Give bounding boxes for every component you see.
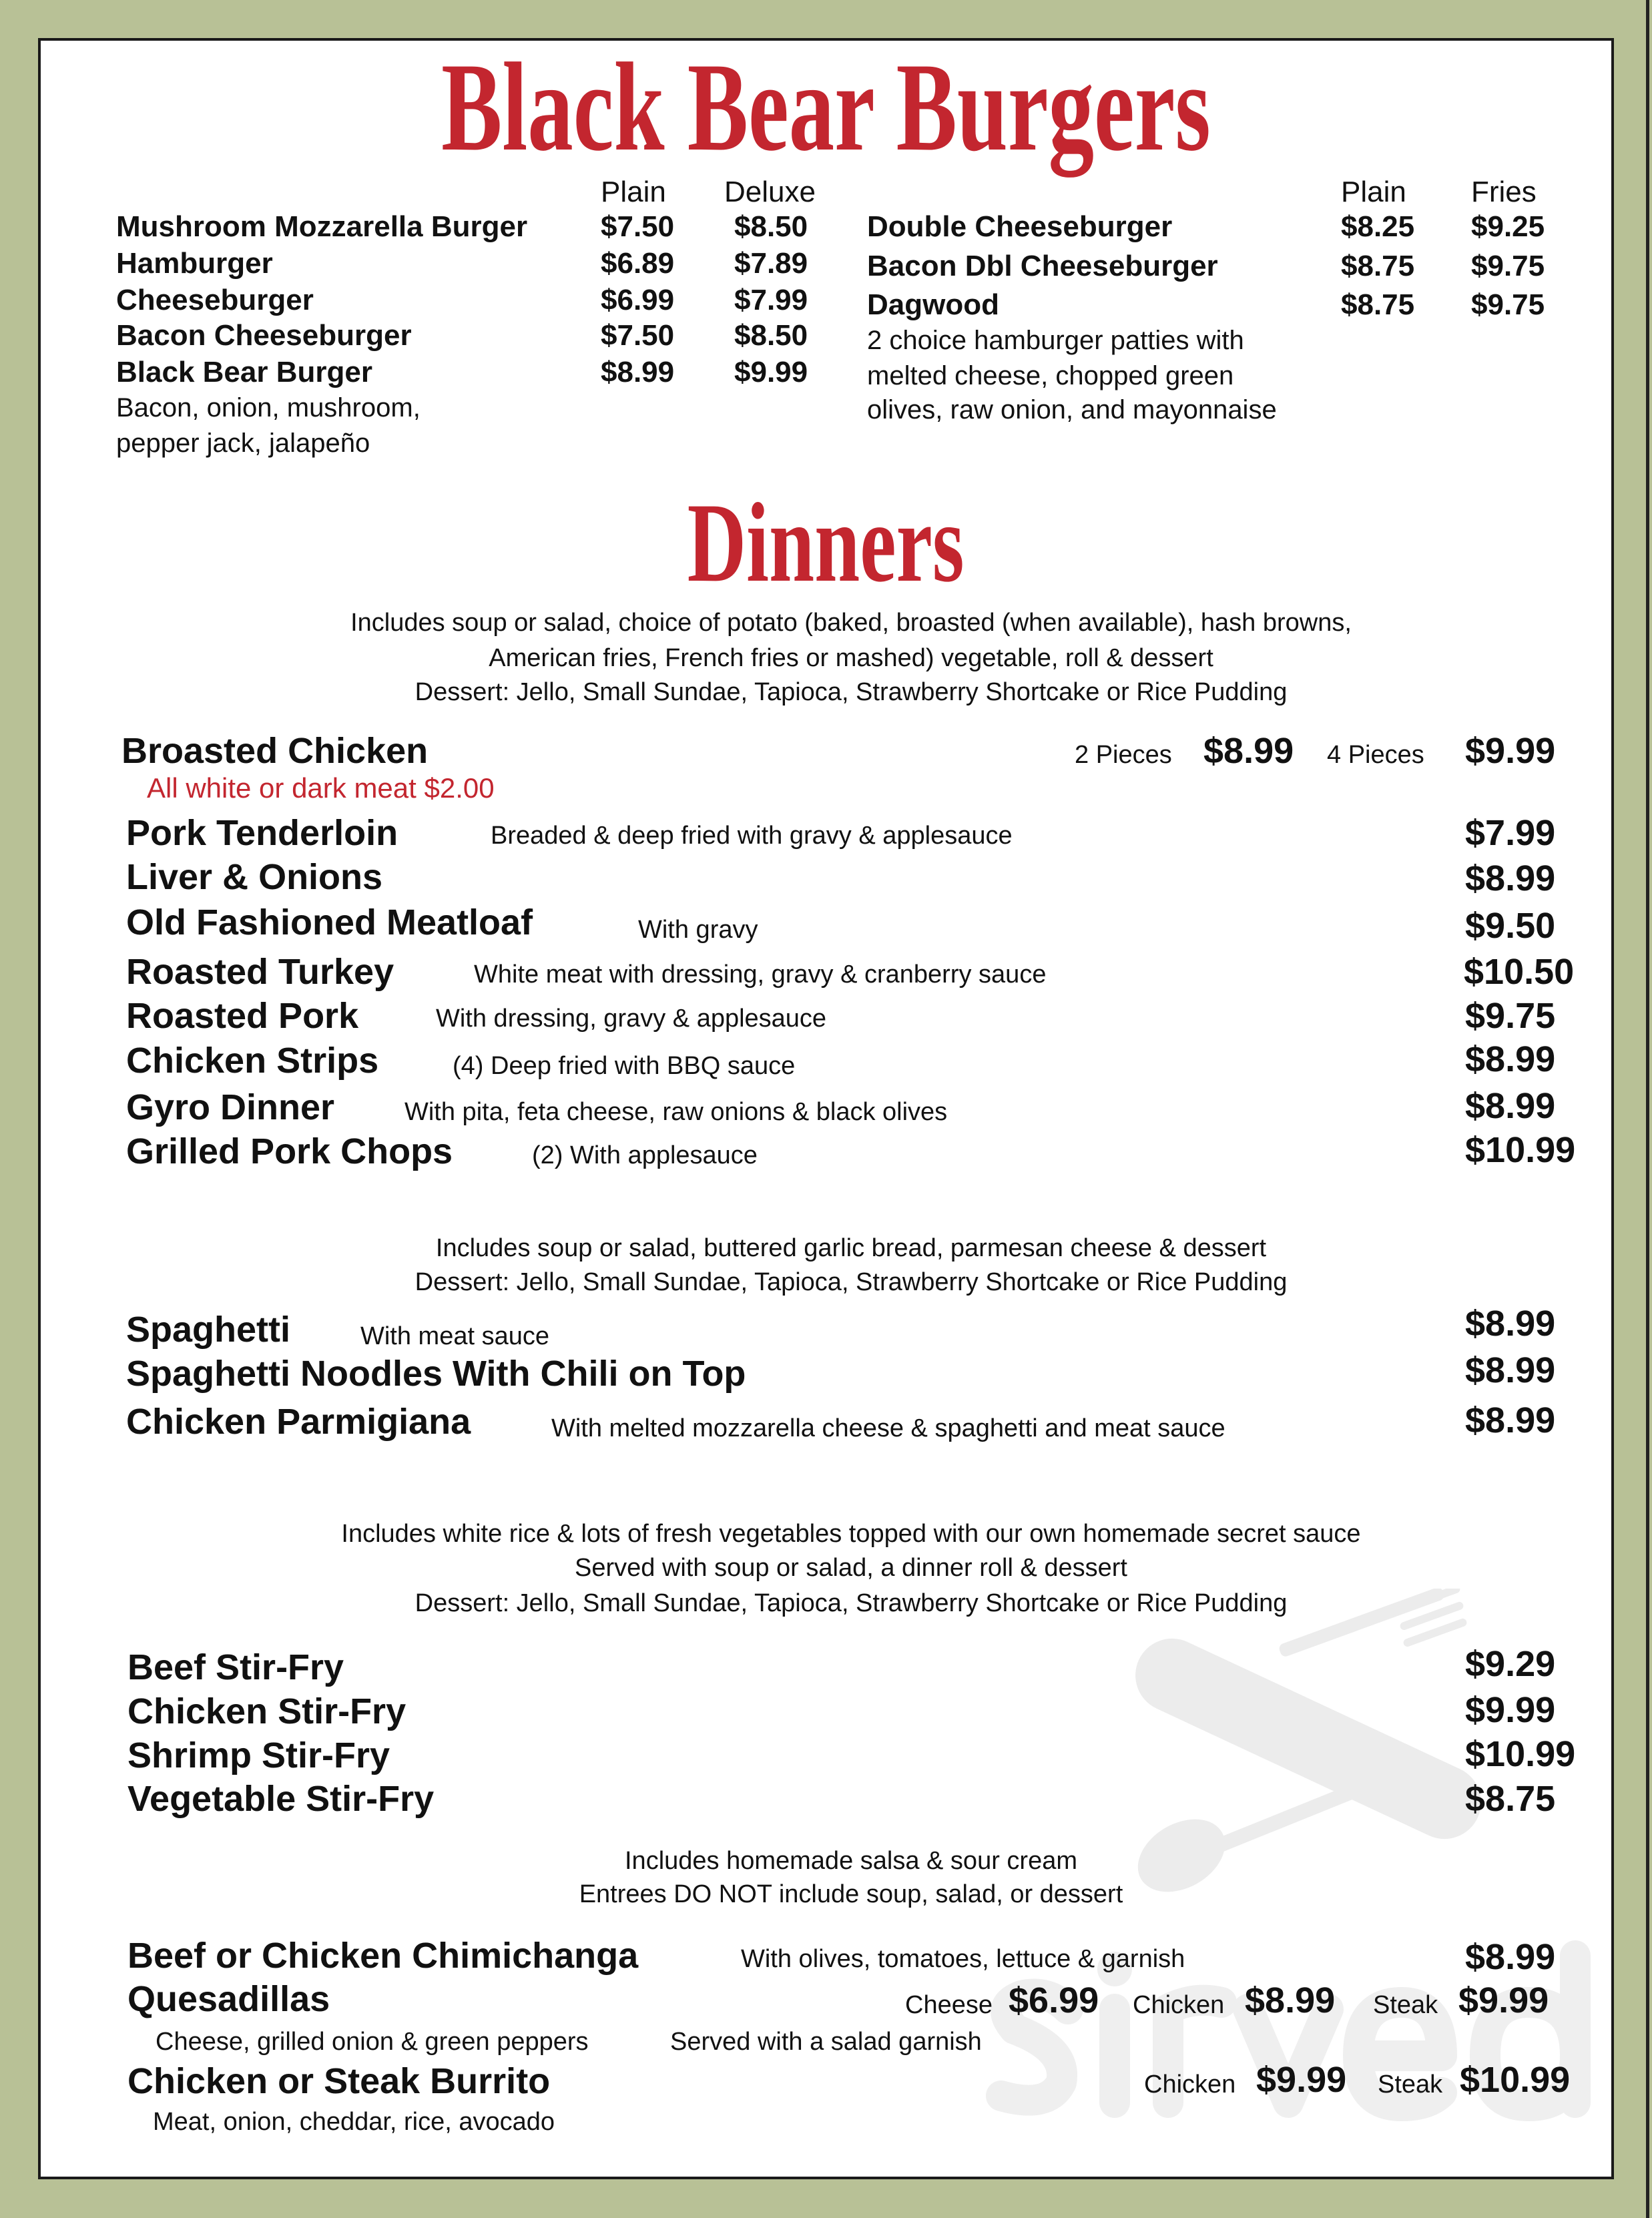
mexican-intro: Entrees DO NOT include soup, salad, or dessert: [579, 1880, 1123, 1908]
option-price: $8.99: [1203, 731, 1294, 771]
item-note: All white or dark meat $2.00: [147, 772, 495, 804]
item-description: Served with a salad garnish: [670, 2028, 982, 2056]
price-deluxe: $7.99: [734, 284, 808, 316]
header-deluxe: Deluxe: [724, 176, 816, 208]
item-description: With melted mozzarella cheese & spaghetti and meat sauce: [551, 1414, 1225, 1442]
dinners-intro: Dessert: Jello, Small Sundae, Tapioca, Strawberry Shortcake or Rice Pudding: [415, 678, 1288, 706]
option-label: Chicken: [1133, 1991, 1225, 2019]
dinners-title: Dinners: [687, 480, 965, 605]
price-plain: $7.50: [601, 210, 675, 243]
item-name: Vegetable Stir-Fry: [127, 1779, 435, 1819]
price-fries: $9.75: [1471, 250, 1545, 282]
item-description: Cheese, grilled onion & green peppers: [156, 2028, 589, 2056]
option-label: Steak: [1378, 2070, 1443, 2099]
item-price: $7.99: [1465, 813, 1556, 853]
item-name: Bacon Cheeseburger: [116, 319, 412, 352]
item-description: (4) Deep fried with BBQ sauce: [453, 1052, 796, 1080]
pasta-intro: Dessert: Jello, Small Sundae, Tapioca, Strawberry Shortcake or Rice Pudding: [415, 1268, 1288, 1296]
item-name: Hamburger: [116, 247, 273, 280]
option-price: $8.99: [1245, 1980, 1336, 2020]
item-description: With dressing, gravy & applesauce: [436, 1005, 827, 1033]
item-description: pepper jack, jalapeño: [116, 429, 370, 458]
price-deluxe: $8.50: [734, 210, 808, 243]
header-plain: Plain: [601, 176, 666, 208]
item-name: Spaghetti: [126, 1310, 291, 1350]
price-plain: $7.50: [601, 319, 675, 352]
option-label: 2 Pieces: [1075, 741, 1172, 769]
item-description: olives, raw onion, and mayonnaise: [867, 395, 1277, 425]
item-name: Old Fashioned Meatloaf: [126, 902, 533, 942]
item-price: $10.50: [1464, 952, 1575, 992]
item-name: Quesadillas: [127, 1979, 330, 2019]
item-description: Bacon, onion, mushroom,: [116, 393, 421, 423]
price-plain: $8.75: [1341, 288, 1415, 321]
item-name: Bacon Dbl Cheeseburger: [867, 250, 1218, 282]
item-name: Cheeseburger: [116, 284, 314, 316]
item-price: $9.29: [1465, 1644, 1556, 1684]
price-plain: $8.25: [1341, 210, 1415, 243]
item-name: Double Cheeseburger: [867, 210, 1173, 243]
dinners-intro: American fries, French fries or mashed) vegetable, roll & dessert: [489, 644, 1213, 672]
item-price: $9.50: [1465, 906, 1556, 946]
item-price: $9.75: [1465, 996, 1556, 1036]
item-name: Roasted Turkey: [126, 952, 394, 992]
stirfry-intro: Includes white rice & lots of fresh vegetables topped with our own homemade secret sauce: [341, 1520, 1361, 1548]
item-name: Chicken or Steak Burrito: [127, 2061, 551, 2101]
item-price: $8.99: [1465, 1086, 1556, 1126]
item-name: Grilled Pork Chops: [126, 1131, 453, 1171]
item-name: Chicken Stir-Fry: [127, 1691, 406, 1731]
item-description: With olives, tomatoes, lettuce & garnish: [741, 1945, 1185, 1973]
price-deluxe: $8.50: [734, 319, 808, 352]
item-description: With pita, feta cheese, raw onions & black olives: [404, 1098, 948, 1126]
price-deluxe: $7.89: [734, 247, 808, 280]
item-name: Shrimp Stir-Fry: [127, 1735, 390, 1775]
price-fries: $9.25: [1471, 210, 1545, 243]
item-name: Liver & Onions: [126, 857, 383, 897]
price-deluxe: $9.99: [734, 356, 808, 388]
item-description: Meat, onion, cheddar, rice, avocado: [153, 2108, 555, 2136]
item-name: Beef Stir-Fry: [127, 1647, 344, 1687]
item-price: $8.99: [1465, 1350, 1556, 1390]
header-plain-right: Plain: [1341, 176, 1406, 208]
header-fries: Fries: [1471, 176, 1537, 208]
option-price: $9.99: [1465, 731, 1556, 771]
item-description: (2) With applesauce: [532, 1141, 758, 1169]
item-name: Chicken Strips: [126, 1041, 379, 1081]
item-name: Black Bear Burger: [116, 356, 372, 388]
item-description: White meat with dressing, gravy & cranberry sauce: [474, 960, 1047, 989]
item-name: Beef or Chicken Chimichanga: [127, 1936, 639, 1976]
option-label: 4 Pieces: [1327, 741, 1424, 769]
item-price: $8.99: [1465, 1937, 1556, 1977]
option-price: $9.99: [1256, 2060, 1347, 2100]
stirfry-intro: Served with soup or salad, a dinner roll & dessert: [575, 1554, 1127, 1582]
item-name: Pork Tenderloin: [126, 813, 398, 853]
price-plain: $8.75: [1341, 250, 1415, 282]
item-description: 2 choice hamburger patties with: [867, 326, 1244, 355]
item-price: $8.99: [1465, 1400, 1556, 1440]
option-label: Steak: [1373, 1991, 1438, 2019]
item-name: Chicken Parmigiana: [126, 1402, 471, 1442]
option-price: $9.99: [1458, 1980, 1549, 2020]
item-description: Breaded & deep fried with gravy & applesauce: [491, 822, 1013, 850]
option-label: Chicken: [1144, 2070, 1236, 2099]
option-label: Cheese: [905, 1991, 993, 2019]
stirfry-intro: Dessert: Jello, Small Sundae, Tapioca, Strawberry Shortcake or Rice Pudding: [415, 1589, 1288, 1617]
price-plain: $8.99: [601, 356, 675, 388]
item-description: With gravy: [638, 916, 758, 944]
item-name: Spaghetti Noodles With Chili on Top: [126, 1354, 746, 1394]
item-name: Broasted Chicken: [121, 731, 429, 771]
pasta-intro: Includes soup or salad, buttered garlic bread, parmesan cheese & dessert: [435, 1234, 1267, 1262]
item-price: $10.99: [1465, 1734, 1576, 1774]
mexican-intro: Includes homemade salsa & sour cream: [625, 1847, 1077, 1875]
item-price: $10.99: [1465, 1130, 1576, 1170]
item-name: Dagwood: [867, 288, 999, 321]
item-name: Mushroom Mozzarella Burger: [116, 210, 528, 243]
price-plain: $6.89: [601, 247, 675, 280]
option-price: $6.99: [1009, 1980, 1099, 2020]
dinners-intro: Includes soup or salad, choice of potato (baked, broasted (when available), hash browns,: [350, 609, 1352, 637]
price-fries: $9.75: [1471, 288, 1545, 321]
item-price: $8.75: [1465, 1779, 1556, 1819]
item-price: $8.99: [1465, 1304, 1556, 1344]
item-price: $8.99: [1465, 1039, 1556, 1079]
item-name: Gyro Dinner: [126, 1087, 335, 1127]
item-description: melted cheese, chopped green: [867, 361, 1234, 390]
option-price: $10.99: [1460, 2060, 1571, 2100]
item-price: $8.99: [1465, 858, 1556, 898]
item-price: $9.99: [1465, 1690, 1556, 1730]
item-description: With meat sauce: [360, 1322, 549, 1350]
item-name: Roasted Pork: [126, 996, 359, 1036]
price-plain: $6.99: [601, 284, 675, 316]
burgers-title: Black Bear Burgers: [441, 37, 1211, 178]
